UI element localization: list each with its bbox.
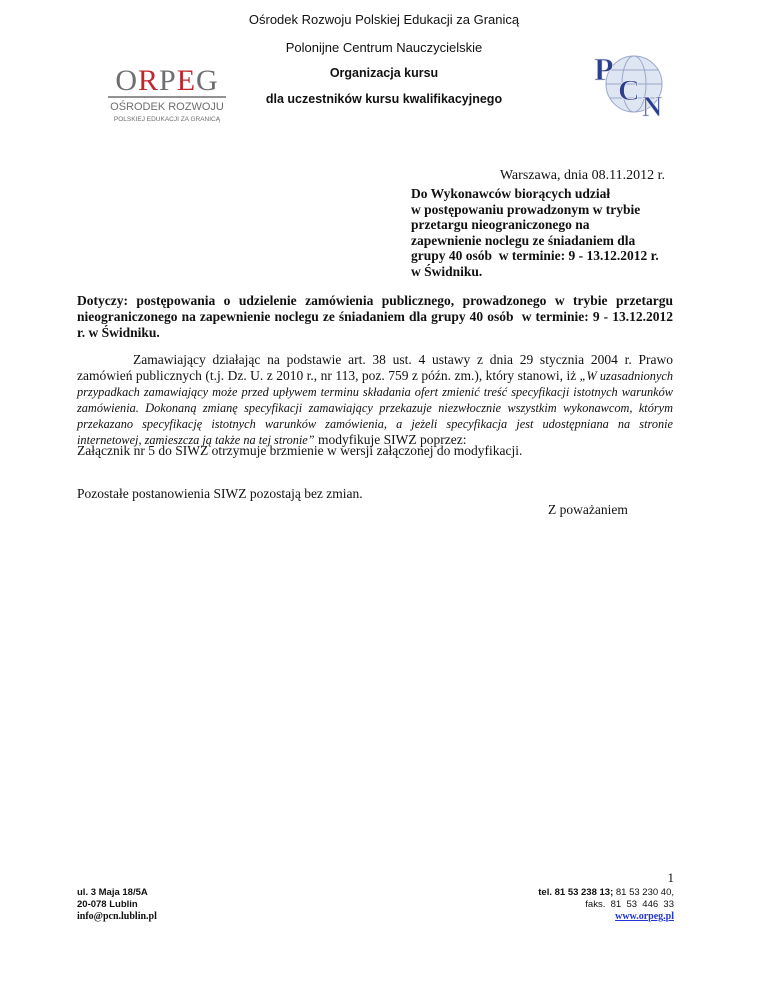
orpeg-logo-mark: ORPEG: [115, 64, 219, 97]
header-line-participants: dla uczestników kursu kwalifikacyjnego: [265, 92, 503, 106]
page-number: 1: [667, 870, 674, 885]
body-outro: modyfikuje SIWZ poprzez:: [314, 432, 467, 447]
footer-phone-secondary: 81 53 230 40,: [613, 887, 674, 898]
header-line-course: Organizacja kursu: [329, 66, 439, 80]
addressee-line: w postępowaniu prowadzonym w trybie: [411, 201, 641, 217]
svg-text:C: C: [618, 74, 640, 107]
orpeg-logo-line1: OŚRODEK ROZWOJU: [110, 101, 224, 113]
body-paragraph: [77, 352, 673, 448]
footer-fax: faks. 81 53 446 33: [585, 899, 674, 910]
remaining-line: Pozostałe postanowienia SIWZ pozostają bez zmian.: [77, 486, 363, 501]
footer-email: info@pcn.lublin.pl: [77, 911, 157, 922]
body-quote: „W uzasadnionych przypadkach zamawiający może przed upływem terminu składania ofert zmienić treść specyfikacji istotnych warunków zamówienia. Dokonaną zmianę specyfikacji zamawiający przekazuje niezwłocznie wszystkim wykonawcom, którym przekazano specyfikację istotnych warunków zamówienia, a jeżeli specyfikacja jest udostępniana na stronie internetowej, zamieszcza ją także na tej stronie”: [77, 369, 674, 447]
regards: Z poważaniem: [548, 502, 628, 517]
footer-website-link[interactable]: www.orpeg.pl: [615, 911, 674, 922]
footer-address-street: ul. 3 Maja 18/5A: [77, 887, 148, 898]
addressee-block: [411, 186, 671, 279]
svg-text:P: P: [594, 51, 614, 87]
orpeg-logo: [104, 60, 230, 128]
annex-line: Załącznik nr 5 do SIWZ otrzymuje brzmienie w wersji załączonej do modyfikacji.: [77, 443, 523, 458]
footer-address: [77, 887, 157, 923]
addressee-line: przetargu nieograniczonego na: [411, 217, 590, 232]
pcn-logo: [590, 48, 670, 120]
date-line: Warszawa, dnia 08.11.2012 r.: [499, 168, 665, 183]
header-line-orpeg: Ośrodek Rozwoju Polskiej Edukacji za Granicą: [248, 12, 520, 27]
addressee-line: zapewnienie noclegu ze śniadaniem dla: [411, 232, 636, 248]
body-intro: Zamawiający działając na podstawie art. 38 ust. 4 ustawy z dnia 29 stycznia 2004 r. Prawo zamówień publicznych (t.j. Dz. U. z 2010 r., nr 113, poz. 759 z późn. zm.), który stanowi, iż: [77, 352, 673, 383]
addressee-line: grupy 40 osób w terminie: 9 - 13.12.2012 r.: [411, 248, 659, 263]
subject-paragraph: Dotyczy: postępowania o udzielenie zamówienia publicznego, prowadzonego w trybie przetargu nieograniczonego na zapewnienie noclegu ze śniadaniem dla grupy 40 osób w terminie: 9 - 13.12.2012 r. w Świdniku.: [77, 293, 677, 340]
footer-contact: [538, 887, 674, 923]
svg-text:N: N: [642, 92, 663, 120]
footer-phone-primary: tel. 81 53 238 13;: [538, 887, 614, 898]
addressee-line: Do Wykonawców biorących udział: [411, 186, 611, 201]
orpeg-logo-line2: POLSKIEJ EDUKACJI ZA GRANICĄ: [113, 116, 221, 123]
footer-phone: [538, 887, 674, 899]
header-line-pcn: Polonijne Centrum Nauczycielskie: [285, 40, 483, 55]
footer-address-city: 20-078 Lublin: [77, 899, 138, 910]
addressee-line: w Świdniku.: [411, 263, 483, 279]
